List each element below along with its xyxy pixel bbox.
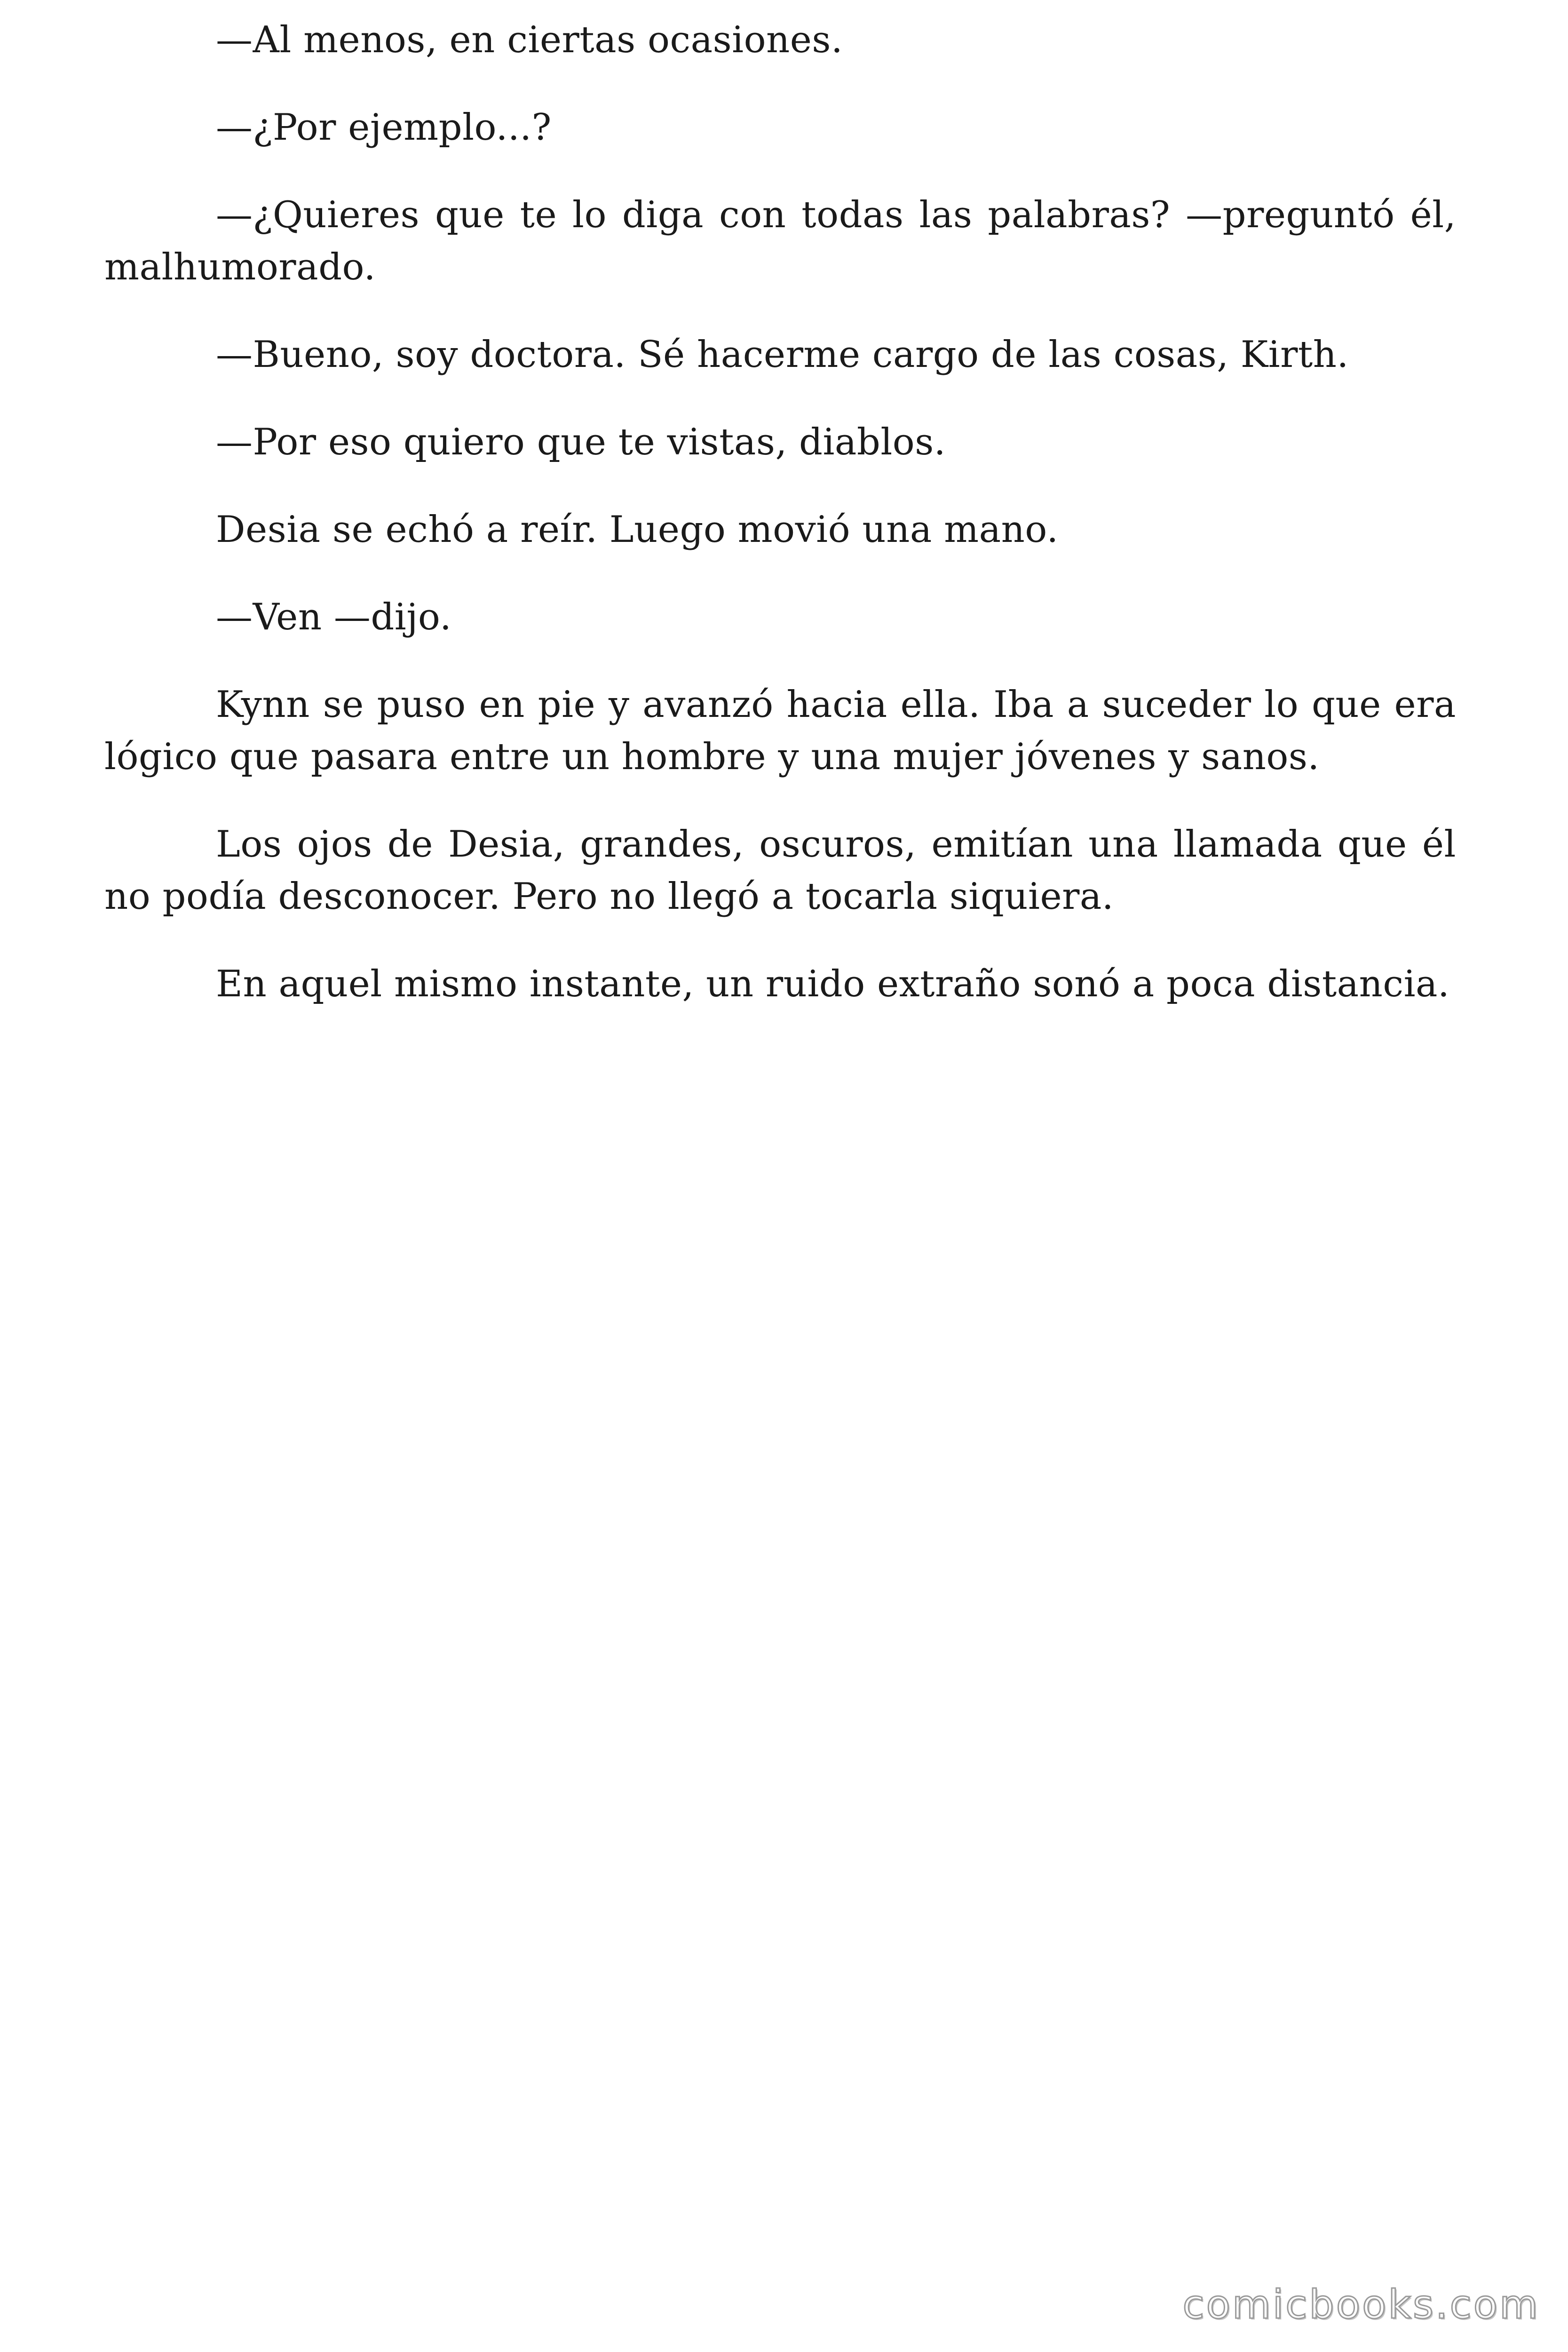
paragraph: —Al menos, en ciertas ocasiones. bbox=[216, 19, 843, 61]
paragraph: —Bueno, soy doctora. Sé hacerme cargo de las cosas, Kirth. bbox=[216, 334, 1349, 376]
paragraph: Kynn se puso en pie y avanzó hacia ella. Iba a suceder lo que era lógico que pasara entre un hombre y una mujer jóvenes y sanos. bbox=[104, 683, 1456, 778]
paragraph: Los ojos de Desia, grandes, oscuros, emitían una llamada que él no podía desconocer. Pero no llegó a tocarla siquiera. bbox=[104, 823, 1456, 918]
paragraph: —¿Quieres que te lo diga con todas las palabras? —preguntó él, malhumorado. bbox=[104, 194, 1456, 288]
paragraph: —Por eso quiero que te vistas, diablos. bbox=[216, 421, 946, 463]
paragraph: —¿Por ejemplo...? bbox=[216, 106, 552, 149]
paragraph: En aquel mismo instante, un ruido extraño sonó a poca distancia. bbox=[216, 963, 1450, 1005]
paragraph: Desia se echó a reír. Luego movió una mano. bbox=[216, 509, 1059, 551]
page-body bbox=[104, 14, 1456, 1046]
watermark: comicbooks.com bbox=[1182, 2281, 1540, 2328]
paragraph: —Ven —dijo. bbox=[216, 596, 452, 638]
